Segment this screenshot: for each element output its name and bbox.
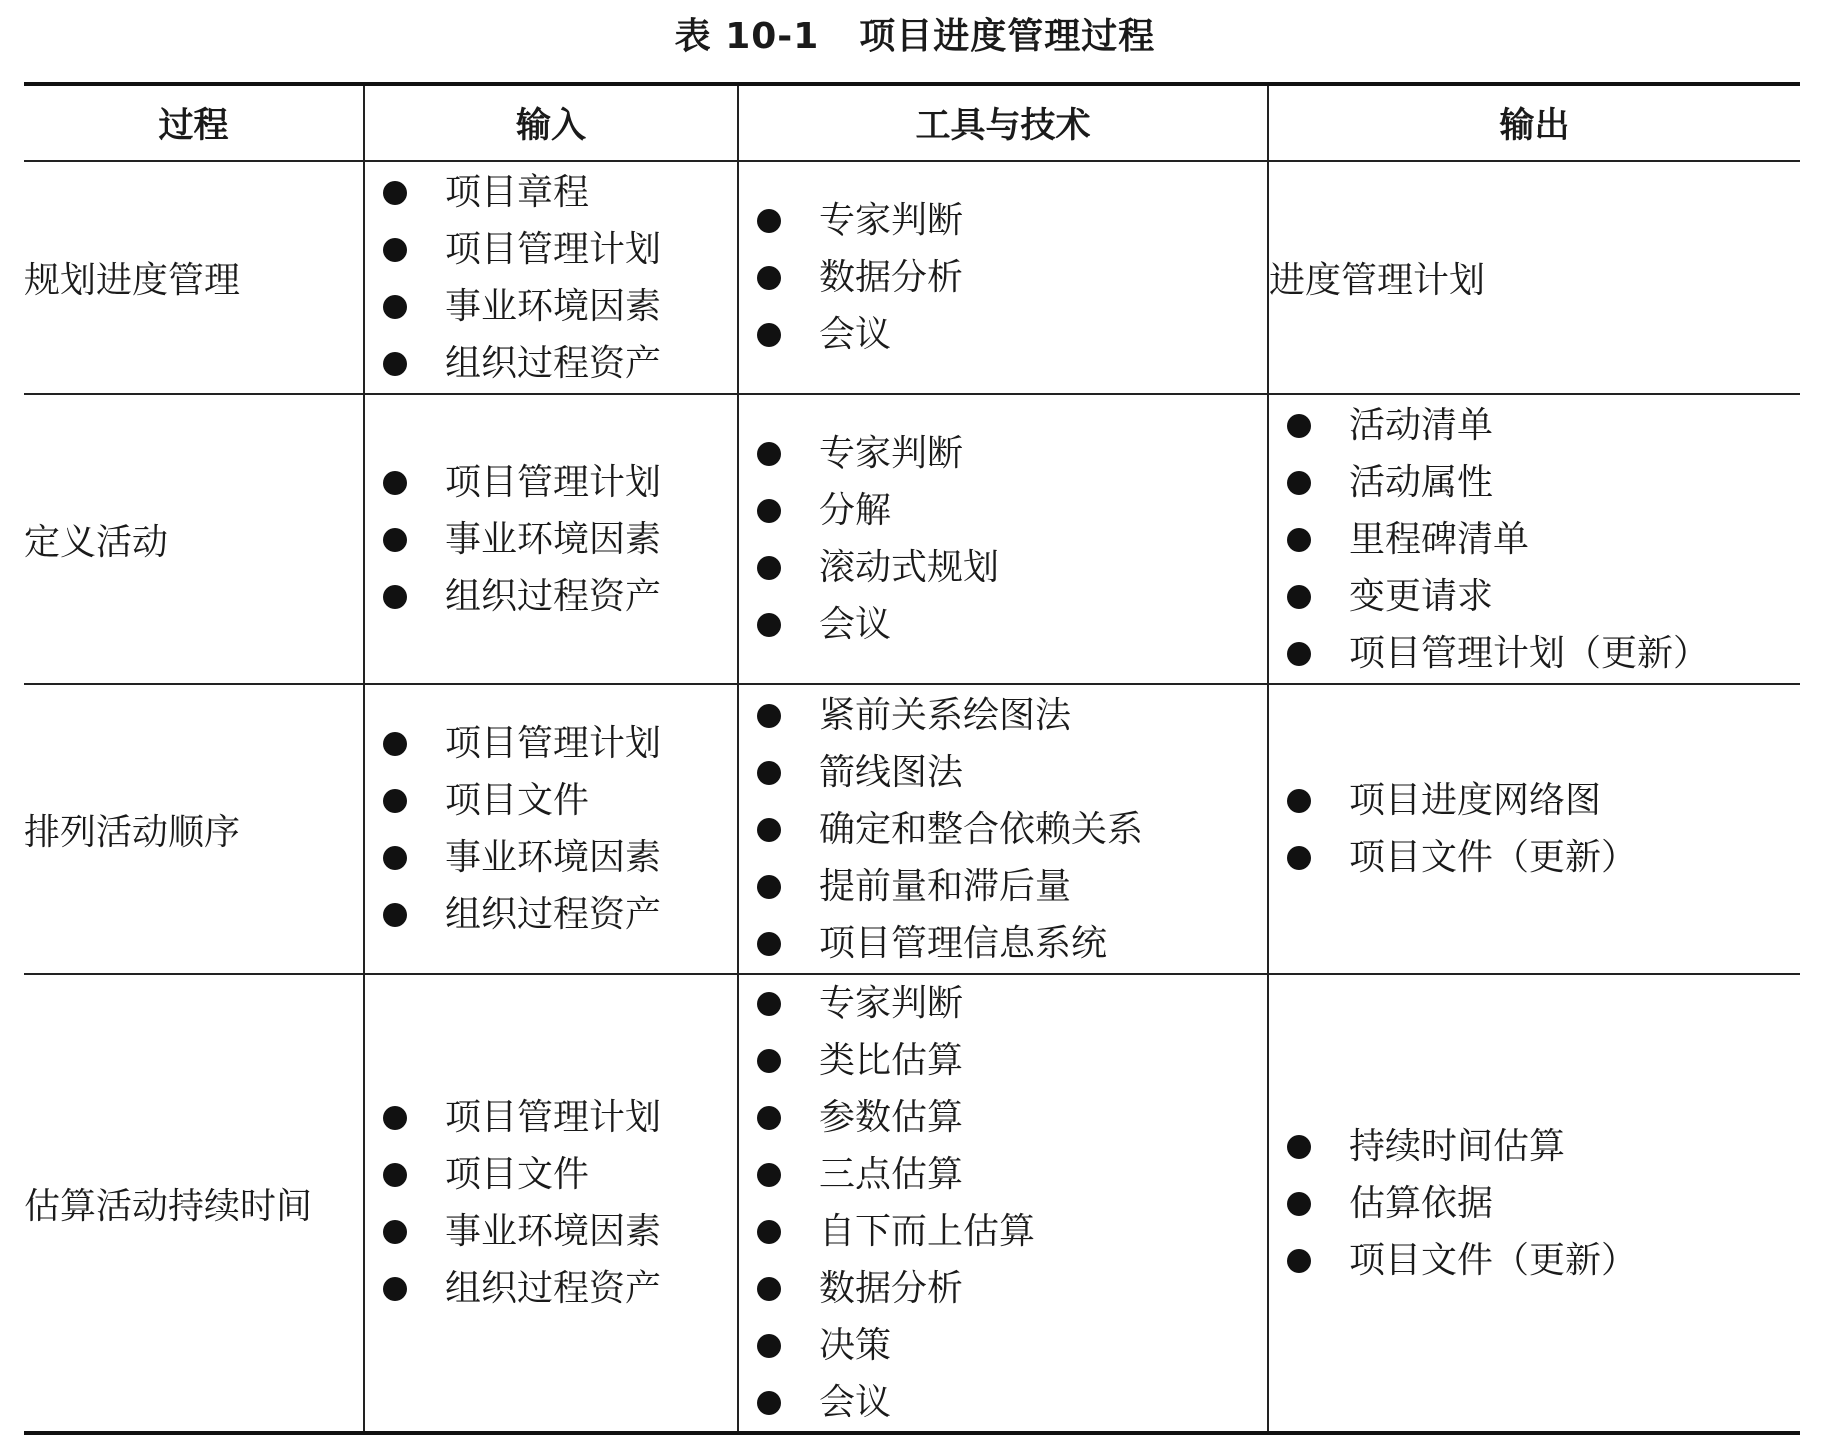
list-item: 组织过程资产 xyxy=(383,568,737,625)
header-outputs: 输出 xyxy=(1268,84,1800,161)
list-item: 箭线图法 xyxy=(757,744,1267,801)
process-name: 估算活动持续时间 xyxy=(24,974,364,1433)
list-item: 项目文件 xyxy=(383,1146,737,1203)
output-text: 进度管理计划 xyxy=(1268,161,1800,394)
list-item: 项目进度网络图 xyxy=(1287,772,1800,829)
list-item: 项目文件（更新） xyxy=(1287,829,1800,886)
tools-cell xyxy=(738,684,1268,974)
inputs-list xyxy=(365,454,737,625)
list-item: 滚动式规划 xyxy=(757,539,1267,596)
table-row xyxy=(24,161,1800,394)
process-name: 排列活动顺序 xyxy=(24,684,364,974)
tools-list xyxy=(739,425,1267,653)
list-item: 持续时间估算 xyxy=(1287,1118,1800,1175)
list-item: 组织过程资产 xyxy=(383,1260,737,1317)
table-caption xyxy=(0,8,1830,59)
process-table xyxy=(24,82,1800,1435)
list-item: 专家判断 xyxy=(757,975,1267,1032)
inputs-cell xyxy=(364,974,738,1433)
list-item: 事业环境因素 xyxy=(383,829,737,886)
list-item: 活动属性 xyxy=(1287,454,1800,511)
list-item: 估算依据 xyxy=(1287,1175,1800,1232)
list-item: 会议 xyxy=(757,1374,1267,1431)
inputs-cell xyxy=(364,394,738,684)
inputs-list xyxy=(365,164,737,392)
list-item: 数据分析 xyxy=(757,1260,1267,1317)
list-item: 项目管理计划 xyxy=(383,454,737,511)
list-item: 三点估算 xyxy=(757,1146,1267,1203)
list-item: 专家判断 xyxy=(757,425,1267,482)
list-item: 数据分析 xyxy=(757,249,1267,306)
tools-list xyxy=(739,975,1267,1431)
list-item: 项目文件（更新） xyxy=(1287,1232,1800,1289)
inputs-list xyxy=(365,1089,737,1317)
list-item: 项目章程 xyxy=(383,164,737,221)
table-row xyxy=(24,974,1800,1433)
table-row xyxy=(24,684,1800,974)
list-item: 确定和整合依赖关系 xyxy=(757,801,1267,858)
list-item: 紧前关系绘图法 xyxy=(757,687,1267,744)
outputs-list xyxy=(1269,1118,1800,1289)
inputs-cell xyxy=(364,161,738,394)
inputs-list xyxy=(365,715,737,943)
list-item: 里程碑清单 xyxy=(1287,511,1800,568)
list-item: 专家判断 xyxy=(757,192,1267,249)
tools-list xyxy=(739,687,1267,972)
list-item: 事业环境因素 xyxy=(383,1203,737,1260)
header-inputs: 输入 xyxy=(364,84,738,161)
process-name: 规划进度管理 xyxy=(24,161,364,394)
list-item: 项目管理计划（更新） xyxy=(1287,625,1800,682)
outputs-cell xyxy=(1268,684,1800,974)
list-item: 事业环境因素 xyxy=(383,511,737,568)
list-item: 活动清单 xyxy=(1287,397,1800,454)
table-number: 表 10-1 xyxy=(674,16,820,57)
list-item: 会议 xyxy=(757,596,1267,653)
inputs-cell xyxy=(364,684,738,974)
table-row xyxy=(24,394,1800,684)
list-item: 分解 xyxy=(757,482,1267,539)
list-item: 项目管理计划 xyxy=(383,221,737,278)
outputs-list xyxy=(1269,397,1800,682)
list-item: 事业环境因素 xyxy=(383,278,737,335)
list-item: 类比估算 xyxy=(757,1032,1267,1089)
tools-cell xyxy=(738,161,1268,394)
list-item: 项目文件 xyxy=(383,772,737,829)
tools-cell xyxy=(738,394,1268,684)
header-tools: 工具与技术 xyxy=(738,84,1268,161)
outputs-cell xyxy=(1268,394,1800,684)
list-item: 会议 xyxy=(757,306,1267,363)
outputs-cell xyxy=(1268,974,1800,1433)
header-process: 过程 xyxy=(24,84,364,161)
table-title: 项目进度管理过程 xyxy=(859,16,1156,57)
list-item: 项目管理计划 xyxy=(383,1089,737,1146)
list-item: 参数估算 xyxy=(757,1089,1267,1146)
list-item: 项目管理信息系统 xyxy=(757,915,1267,972)
process-name: 定义活动 xyxy=(24,394,364,684)
list-item: 项目管理计划 xyxy=(383,715,737,772)
outputs-list xyxy=(1269,772,1800,886)
tools-list xyxy=(739,192,1267,363)
list-item: 组织过程资产 xyxy=(383,886,737,943)
header-row xyxy=(24,84,1800,161)
list-item: 变更请求 xyxy=(1287,568,1800,625)
list-item: 自下而上估算 xyxy=(757,1203,1267,1260)
tools-cell xyxy=(738,974,1268,1433)
list-item: 提前量和滞后量 xyxy=(757,858,1267,915)
list-item: 组织过程资产 xyxy=(383,335,737,392)
list-item: 决策 xyxy=(757,1317,1267,1374)
